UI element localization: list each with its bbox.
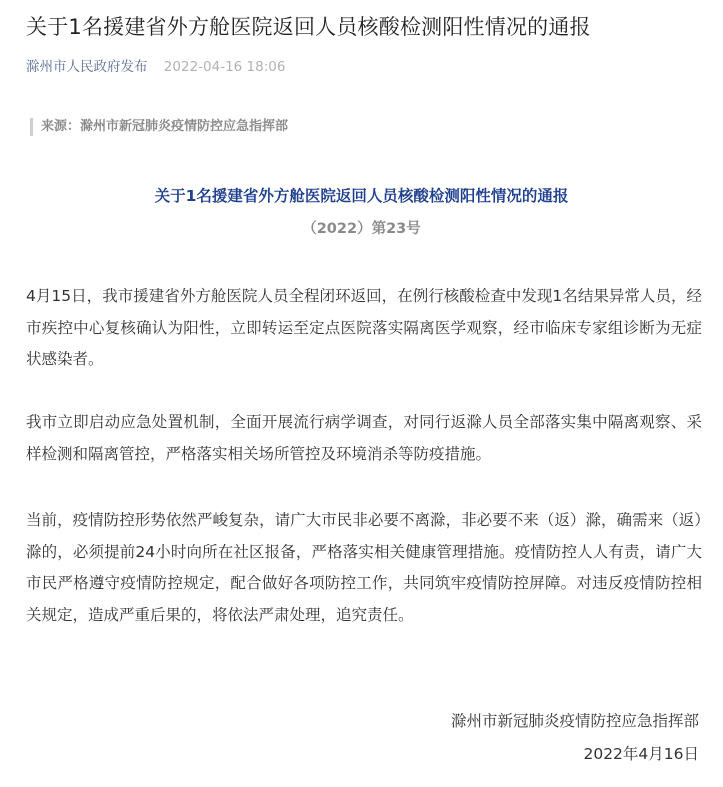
signature-date: 2022年4月16日 <box>583 745 699 763</box>
paragraph-1: 4月15日，我市援建省外方舱医院人员全程闭环返回，在例行核酸检查中发现1名结果异常人员，经市疾控中心复核确认为阳性，立即转运至定点医院落实隔离医学观察，经市临床专家组诊断为无症状感染者。 <box>26 287 702 368</box>
article-meta <box>26 58 285 76</box>
paragraph-2: 我市立即启动应急处置机制，全面开展流行病学调查，对同行返滁人员全部落实集中隔离观察、采样检测和隔离管控，严格落实相关场所管控及环境消杀等防疫措施。 <box>26 413 702 463</box>
publish-time: 2022-04-16 18:06 <box>163 59 286 75</box>
source-line: 来源：滁州市新冠肺炎疫情防控应急指挥部 <box>30 118 288 136</box>
publisher-link[interactable]: 滁州市人民政府发布 <box>26 59 148 75</box>
notice-number: （2022）第23号 <box>302 221 421 237</box>
notice-title: 关于1名援建省外方舱医院返回人员核酸检测阳性情况的通报 <box>154 187 569 205</box>
paragraph-3: 当前，疫情防控形势依然严峻复杂，请广大市民非必要不离滁，非必要不来（返）滁，确需来（返）滁的，必须提前24小时向所在社区报备，严格落实相关健康管理措施。疫情防控人人有责，请广大市民严格遵守疫情防控规定，配合做好各项防控工作，共同筑牢疫情防控屏障。对违反疫情防控相关规定，造成严重后果的，将依法严肃处理，追究责任。 <box>26 511 702 624</box>
signature-organization: 滁州市新冠肺炎疫情防控应急指挥部 <box>450 712 699 730</box>
article-title: 关于1名援建省外方舱医院返回人员核酸检测阳性情况的通报 <box>26 15 591 39</box>
